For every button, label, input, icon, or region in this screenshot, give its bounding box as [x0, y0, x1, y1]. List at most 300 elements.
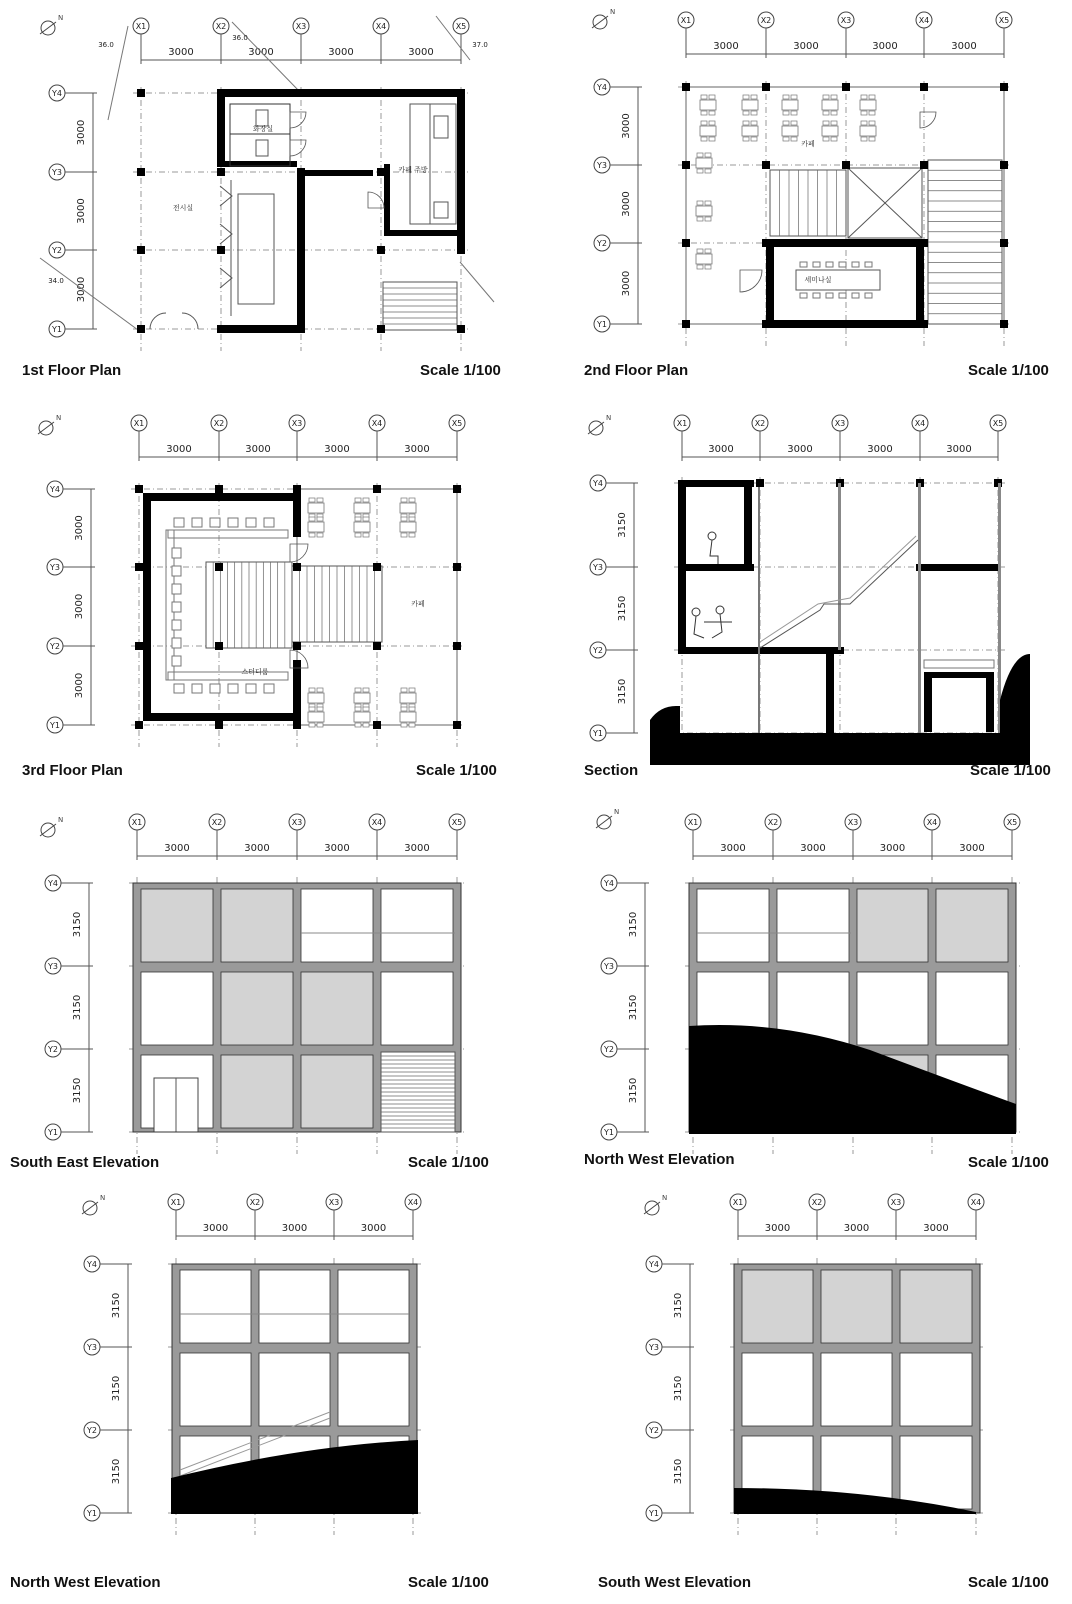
room-label: 카페	[411, 600, 425, 608]
chair-icon	[831, 137, 837, 141]
column	[217, 168, 225, 176]
dimension-text: 3000	[708, 444, 734, 455]
dimension-text: 3000	[793, 41, 819, 52]
chair-icon	[192, 684, 202, 693]
person-icon	[692, 608, 700, 616]
chair-icon	[355, 723, 361, 727]
chair-icon	[701, 121, 707, 125]
column	[137, 246, 145, 254]
chair-icon	[701, 95, 707, 99]
chair-icon	[800, 293, 807, 298]
dimension-text: 3150	[673, 1292, 684, 1319]
chair-icon	[401, 533, 407, 537]
chair-icon	[709, 95, 715, 99]
caption-title: Section	[584, 762, 639, 779]
table-icon	[400, 503, 416, 513]
contour-line	[40, 258, 138, 330]
wall	[986, 672, 994, 732]
window-panel	[900, 1353, 972, 1426]
table-icon	[822, 126, 838, 136]
window-panel	[777, 889, 849, 962]
chair-icon	[401, 723, 407, 727]
table-icon	[308, 712, 324, 722]
chair-icon	[363, 688, 369, 692]
dimension-text: 3000	[74, 515, 85, 541]
table-icon	[742, 100, 758, 110]
window-panel	[821, 1270, 892, 1343]
window-panel	[900, 1270, 972, 1343]
axis-label: Y2	[52, 246, 62, 255]
chair-icon	[751, 111, 757, 115]
wall	[916, 243, 924, 324]
chair-icon	[409, 498, 415, 502]
dimension-text: 3000	[872, 41, 898, 52]
window-panel	[697, 889, 769, 962]
column	[373, 642, 381, 650]
dimension-text: 3000	[360, 1223, 387, 1234]
dimension-text: 3000	[281, 1223, 308, 1234]
axis-label: Y1	[649, 1509, 659, 1518]
chair-icon	[861, 95, 867, 99]
north-label: N	[58, 14, 64, 22]
person-icon	[694, 614, 732, 638]
chair-icon	[697, 153, 703, 157]
chair-icon	[813, 293, 820, 298]
column-line	[838, 483, 841, 650]
door-swing-icon	[740, 270, 762, 292]
axis-label: X5	[992, 419, 1004, 428]
window-panel	[301, 889, 373, 962]
column	[756, 479, 764, 487]
chair-icon	[705, 265, 711, 269]
chair-icon	[743, 111, 749, 115]
caption-scale: Scale 1/100	[408, 1574, 489, 1591]
dimension-text: 3150	[617, 678, 628, 705]
column	[920, 239, 928, 247]
column	[682, 239, 690, 247]
column-line	[758, 483, 760, 733]
axis-label: X1	[135, 22, 147, 31]
chair-icon	[861, 137, 867, 141]
elevation-4	[40, 814, 465, 1154]
column-line	[998, 483, 1001, 733]
wall	[293, 660, 301, 721]
dimension-text: 3000	[166, 444, 192, 455]
axis-label: Y3	[604, 962, 614, 971]
column	[293, 485, 301, 493]
north-label: N	[614, 808, 620, 816]
chair-icon	[363, 517, 369, 521]
axis-label: X1	[687, 818, 699, 827]
chair-icon	[228, 518, 238, 527]
chair-icon	[852, 293, 859, 298]
axis-label: X1	[131, 818, 143, 827]
axis-label: X2	[754, 419, 766, 428]
chair-icon	[409, 723, 415, 727]
wall	[217, 93, 225, 163]
column	[682, 83, 690, 91]
table-icon	[822, 100, 838, 110]
chair-icon	[705, 153, 711, 157]
dimension-text: 3000	[959, 843, 985, 854]
chair-icon	[800, 262, 807, 267]
chair-icon	[869, 137, 875, 141]
ground-fill	[650, 654, 1030, 765]
column	[762, 320, 770, 328]
chair-icon	[783, 137, 789, 141]
chair-icon	[709, 121, 715, 125]
plan-2nd-floor	[592, 8, 1012, 346]
chair-icon	[701, 111, 707, 115]
dimension-text: 3000	[245, 444, 271, 455]
axis-label: X2	[213, 419, 225, 428]
axis-label: Y1	[87, 1509, 97, 1518]
chair-icon	[172, 620, 181, 630]
axis-label: Y4	[597, 83, 607, 92]
window-panel	[221, 889, 293, 962]
chair-icon	[697, 265, 703, 269]
axis-label: X3	[834, 419, 846, 428]
table-icon	[354, 693, 370, 703]
wall	[221, 89, 461, 97]
column	[215, 642, 223, 650]
room-label: 스터디룸	[241, 668, 269, 676]
chair-icon	[309, 688, 315, 692]
dimension-text: 3150	[673, 1458, 684, 1485]
axis-label: Y3	[87, 1343, 97, 1352]
toilet-icon	[256, 140, 268, 156]
chair-icon	[363, 533, 369, 537]
table-icon	[400, 712, 416, 722]
column	[842, 320, 850, 328]
chair-icon	[401, 707, 407, 711]
caption-scale: Scale 1/100	[968, 362, 1049, 379]
axis-label: X4	[918, 16, 930, 25]
column	[293, 642, 301, 650]
north-label: N	[58, 816, 64, 824]
axis-label: Y3	[593, 563, 603, 572]
column	[457, 325, 465, 333]
caption-scale: Scale 1/100	[416, 762, 497, 779]
column	[842, 83, 850, 91]
dimension-text: 3000	[764, 1223, 791, 1234]
axis-label: Y3	[649, 1343, 659, 1352]
dimension-text: 3000	[74, 672, 85, 699]
elevation-6	[82, 1194, 421, 1535]
column	[453, 642, 461, 650]
railing	[924, 660, 994, 668]
table-icon	[700, 100, 716, 110]
window-panel	[259, 1270, 330, 1343]
chair-icon	[743, 121, 749, 125]
dimension-text: 3000	[248, 47, 274, 58]
axis-label: X4	[407, 1198, 419, 1207]
window-panel	[221, 972, 293, 1045]
axis-label: Y3	[48, 962, 58, 971]
wall	[826, 650, 834, 733]
column	[920, 83, 928, 91]
dimension-text: 3000	[951, 41, 977, 52]
dimension-text: 3000	[867, 444, 893, 455]
column	[293, 721, 301, 729]
column	[457, 89, 465, 97]
dimension-text: 3000	[328, 47, 354, 58]
axis-label: X4	[970, 1198, 982, 1207]
kitchen-counter	[410, 104, 456, 224]
column	[377, 246, 385, 254]
axis-label: Y2	[48, 1045, 58, 1054]
chair-icon	[823, 95, 829, 99]
chair-icon	[317, 707, 323, 711]
door-swing-icon	[290, 544, 308, 562]
column	[377, 168, 385, 176]
column	[1000, 320, 1008, 328]
table-icon	[400, 522, 416, 532]
axis-label: Y1	[597, 320, 607, 329]
chair-icon	[697, 217, 703, 221]
chair-icon	[791, 137, 797, 141]
wall	[217, 325, 301, 333]
axis-label: X1	[680, 16, 692, 25]
axis-label: Y2	[87, 1426, 97, 1435]
column	[297, 325, 305, 333]
contour-label: 36.0	[232, 34, 248, 42]
window-panel	[936, 972, 1008, 1045]
dimension-text: 3150	[72, 1077, 83, 1104]
column	[297, 168, 305, 176]
axis-label: X4	[371, 818, 383, 827]
chair-icon	[317, 688, 323, 692]
dimension-text: 3150	[111, 1458, 122, 1485]
dimension-text: 3000	[324, 444, 350, 455]
caption-title: 1st Floor Plan	[22, 362, 122, 379]
column	[215, 485, 223, 493]
window-panel	[936, 889, 1008, 962]
column	[215, 721, 223, 729]
axis-label: Y4	[593, 479, 603, 488]
axis-label: X2	[211, 818, 223, 827]
column	[453, 721, 461, 729]
axis-label: X4	[914, 419, 926, 428]
wall	[924, 672, 932, 732]
chair-icon	[869, 95, 875, 99]
chair-icon	[839, 262, 846, 267]
chair-icon	[791, 111, 797, 115]
axis-label: Y2	[604, 1045, 614, 1054]
axis-label: X3	[291, 419, 303, 428]
chair-icon	[355, 517, 361, 521]
chair-icon	[228, 684, 238, 693]
elevation-5	[596, 808, 1020, 1154]
dimension-text: 3000	[621, 270, 632, 297]
wall	[143, 493, 297, 501]
table-icon	[782, 100, 798, 110]
dimension-text: 3000	[404, 444, 430, 455]
room-label: 전시실	[172, 204, 194, 212]
column	[842, 161, 850, 169]
chair-icon	[831, 111, 837, 115]
column	[293, 563, 301, 571]
window-panel	[821, 1353, 892, 1426]
chair-icon	[791, 121, 797, 125]
axis-label: X3	[291, 818, 303, 827]
chair-icon	[172, 656, 181, 666]
column	[762, 239, 770, 247]
north-label: N	[662, 1194, 668, 1202]
table-icon	[782, 126, 798, 136]
axis-label: X2	[767, 818, 779, 827]
column	[217, 89, 225, 97]
column	[457, 246, 465, 254]
axis-label: X2	[811, 1198, 823, 1207]
axis-label: Y4	[48, 879, 58, 888]
room-label: 세미나실	[804, 276, 832, 284]
table-icon	[696, 254, 712, 264]
chair-icon	[309, 533, 315, 537]
chair-icon	[309, 707, 315, 711]
chair-icon	[409, 707, 415, 711]
axis-label: Y4	[649, 1260, 659, 1269]
axis-label: X3	[847, 818, 859, 827]
chair-icon	[409, 533, 415, 537]
column	[135, 485, 143, 493]
column	[1000, 239, 1008, 247]
table-icon	[354, 503, 370, 513]
column	[297, 246, 305, 254]
axis-label: X4	[371, 419, 383, 428]
north-label: N	[606, 414, 612, 422]
window-panel	[180, 1353, 251, 1426]
display-wall	[238, 194, 274, 304]
contour-label: 36.0	[98, 41, 114, 49]
axis-label: Y3	[52, 168, 62, 177]
axis-label: X4	[375, 22, 387, 31]
door-swing-icon	[920, 112, 936, 128]
window-panel	[141, 972, 213, 1045]
dimension-text: 3150	[673, 1375, 684, 1402]
chair-icon	[363, 498, 369, 502]
column	[842, 239, 850, 247]
chair-icon	[697, 169, 703, 173]
wall	[297, 176, 305, 333]
axis-label: X1	[133, 419, 145, 428]
dimension-text: 3000	[621, 113, 632, 139]
window-panel	[338, 1270, 409, 1343]
chair-icon	[172, 584, 181, 594]
column	[762, 161, 770, 169]
wall	[143, 713, 297, 721]
axis-label: X5	[455, 22, 467, 31]
toilet-icon	[256, 110, 268, 126]
chair-icon	[192, 518, 202, 527]
column	[920, 320, 928, 328]
axis-label: Y4	[87, 1260, 97, 1269]
chair-icon	[709, 111, 715, 115]
column	[373, 721, 381, 729]
chair-icon	[751, 95, 757, 99]
axis-label: Y4	[604, 879, 614, 888]
column	[453, 563, 461, 571]
axis-label: X5	[998, 16, 1010, 25]
axis-label: X5	[451, 818, 463, 827]
axis-label: Y2	[593, 646, 603, 655]
chair-icon	[174, 684, 184, 693]
north-label: N	[100, 1194, 106, 1202]
chair-icon	[246, 518, 256, 527]
chair-icon	[869, 111, 875, 115]
entrance-door-icon	[150, 313, 198, 329]
chair-icon	[317, 723, 323, 727]
table-icon	[354, 712, 370, 722]
chair-icon	[831, 121, 837, 125]
chair-icon	[317, 533, 323, 537]
window-panel	[742, 1270, 813, 1343]
chair-icon	[401, 498, 407, 502]
chair-icon	[409, 688, 415, 692]
column	[137, 89, 145, 97]
chair-icon	[172, 548, 181, 558]
chair-icon	[831, 95, 837, 99]
dimension-text: 3000	[76, 276, 87, 303]
chair-icon	[246, 684, 256, 693]
caption-scale: Scale 1/100	[970, 762, 1051, 779]
chair-icon	[317, 498, 323, 502]
table-icon	[400, 693, 416, 703]
column	[137, 325, 145, 333]
column	[377, 89, 385, 97]
chair-icon	[172, 566, 181, 576]
person-icon	[708, 532, 716, 540]
table-icon	[860, 126, 876, 136]
chair-icon	[309, 498, 315, 502]
axis-label: Y3	[50, 563, 60, 572]
window-panel	[742, 1353, 813, 1426]
caption-title: North West Elevation	[584, 1151, 735, 1168]
axis-label: Y1	[593, 729, 603, 738]
chair-icon	[409, 517, 415, 521]
chair-icon	[791, 95, 797, 99]
chair-icon	[210, 684, 220, 693]
chair-icon	[783, 121, 789, 125]
chair-icon	[210, 518, 220, 527]
contour-label: 34.0	[48, 277, 64, 285]
dimension-text: 3000	[720, 843, 746, 854]
door-swing-icon	[290, 140, 306, 156]
column-line	[918, 483, 921, 733]
chair-icon	[697, 249, 703, 253]
plan-3rd-floor	[38, 414, 465, 747]
study-desk	[168, 530, 288, 538]
column	[682, 161, 690, 169]
axis-label: Y1	[50, 721, 60, 730]
wall	[766, 243, 774, 324]
table-icon	[696, 206, 712, 216]
chair-icon	[861, 121, 867, 125]
chair-icon	[401, 517, 407, 521]
axis-label: Y2	[50, 642, 60, 651]
folding-door-icon	[220, 186, 232, 288]
chair-icon	[172, 638, 181, 648]
wall	[678, 564, 754, 571]
dimension-text: 3000	[168, 47, 194, 58]
wall	[293, 493, 301, 537]
wall	[678, 647, 844, 654]
window-panel	[221, 1055, 293, 1128]
chair-icon	[751, 121, 757, 125]
table-icon	[700, 126, 716, 136]
chair-icon	[865, 262, 872, 267]
wall	[297, 170, 373, 176]
